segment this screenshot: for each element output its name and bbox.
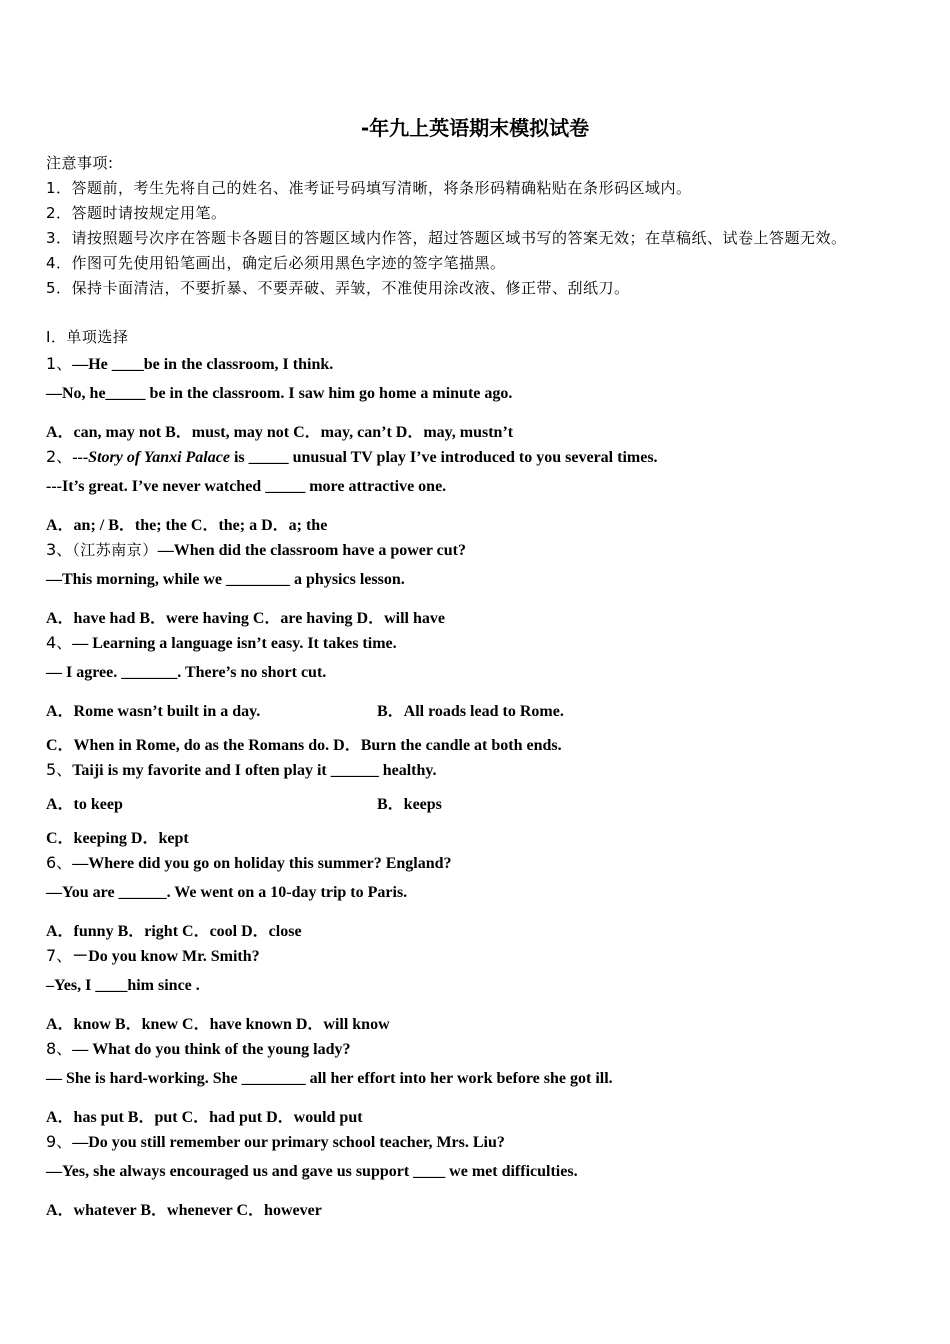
question-4-reply: — I agree. _______. There’s no short cut.: [46, 664, 327, 681]
question-7: [46, 943, 260, 966]
question-3-options: A．have had B．were having C．are having D．will have: [46, 610, 445, 627]
question-6: [46, 850, 452, 873]
section-heading: Ⅰ．单项选择: [46, 328, 129, 346]
question-5-options-cd: C．keeping D．kept: [46, 830, 189, 847]
question-8-options: A．has put B．put C．had put D．would put: [46, 1109, 363, 1126]
question-source: （江苏南京）: [72, 541, 158, 559]
question-text: — Learning a language isn’t easy. It takes time.: [72, 635, 397, 652]
question-text: —Do you still remember our primary school teacher, Mrs. Liu?: [72, 1134, 505, 1151]
question-2-reply: ---It’s great. I’ve never watched _____ more attractive one.: [46, 478, 447, 495]
question-9-options: A．whatever B．whenever C．however: [46, 1202, 322, 1219]
question-number: 2、: [46, 447, 73, 466]
question-5: [46, 757, 437, 780]
question-8: [46, 1036, 350, 1059]
question-4-options-cd: C．When in Rome, do as the Romans do. D．Burn the candle at both ends.: [46, 737, 562, 754]
question-1: [46, 351, 333, 374]
question-2: [46, 444, 658, 467]
page-title: -年九上英语期末模拟试卷: [360, 116, 590, 140]
question-text-prefix: ---: [72, 449, 89, 466]
notice-heading: 注意事项:: [46, 154, 114, 172]
question-text: Taiji is my favorite and I often play it ______ healthy.: [72, 762, 437, 779]
question-1-options: A．can, may not B．must, may not C．may, can’t D．may, mustn’t: [46, 424, 514, 441]
question-text: — What do you think of the young lady?: [72, 1041, 351, 1058]
question-3: [46, 537, 466, 560]
question-text: －Do you know Mr. Smith?: [72, 948, 260, 965]
question-number: 9、: [46, 1132, 73, 1151]
question-text: —When did the classroom have a power cut?: [157, 542, 467, 559]
question-text: —Where did you go on holiday this summer? England?: [72, 855, 452, 872]
notice-item: 1．答题前，考生先将自己的姓名、准考证号码填写清晰，将条形码精确粘贴在条形码区域内。: [46, 179, 692, 197]
question-4: [46, 630, 397, 653]
notice-item: 3．请按照题号次序在答题卡各题目的答题区域内作答，超过答题区域书写的答案无效；在草稿纸、试卷上答题无效。: [46, 229, 847, 247]
question-5-options-ab: [46, 791, 906, 814]
question-number: 7、: [46, 946, 73, 965]
question-6-reply: —You are ______. We went on a 10-day trip to Paris.: [46, 884, 408, 901]
question-number: 4、: [46, 633, 73, 652]
question-9-reply: —Yes, she always encouraged us and gave us support ____ we met difficulties.: [46, 1163, 578, 1180]
question-number: 5、: [46, 760, 73, 779]
question-4-options-ab: [46, 698, 906, 721]
question-2-options: A．an; / B．the; the C．the; a D．a; the: [46, 517, 328, 534]
question-3-reply: —This morning, while we ________ a physics lesson.: [46, 571, 405, 588]
question-7-options: A．know B．knew C．have known D．will know: [46, 1016, 390, 1033]
question-number: 3、: [46, 540, 73, 559]
question-number: 6、: [46, 853, 73, 872]
option-a: A．Rome wasn’t built in a day.: [46, 703, 261, 720]
option-b: B．keeps: [377, 796, 442, 813]
notice-item: 4．作图可先使用铅笔画出，确定后必须用黑色字迹的签字笔描黑。: [46, 254, 506, 272]
question-text: is _____ unusual TV play I’ve introduced to you several times.: [229, 449, 658, 466]
question-text-title: Story of Yanxi Palace: [88, 449, 230, 466]
question-8-reply: — She is hard-working. She ________ all her effort into her work before she got ill.: [46, 1070, 613, 1087]
option-a: A．to keep: [46, 796, 123, 813]
question-number: 1、: [46, 354, 73, 373]
question-7-reply: –Yes, I ____him since .: [46, 977, 200, 994]
question-6-options: A．funny B．right C．cool D．close: [46, 923, 302, 940]
option-b: B．All roads lead to Rome.: [377, 703, 564, 720]
question-9: [46, 1129, 505, 1152]
question-1-reply: —No, he_____ be in the classroom. I saw him go home a minute ago.: [46, 385, 513, 402]
question-text: —He ____be in the classroom, I think.: [72, 356, 334, 373]
question-number: 8、: [46, 1039, 73, 1058]
notice-item: 5．保持卡面清洁，不要折暴、不要弄破、弄皱，不准使用涂改液、修正带、刮纸刀。: [46, 279, 630, 297]
notice-item: 2．答题时请按规定用笔。: [46, 204, 227, 222]
